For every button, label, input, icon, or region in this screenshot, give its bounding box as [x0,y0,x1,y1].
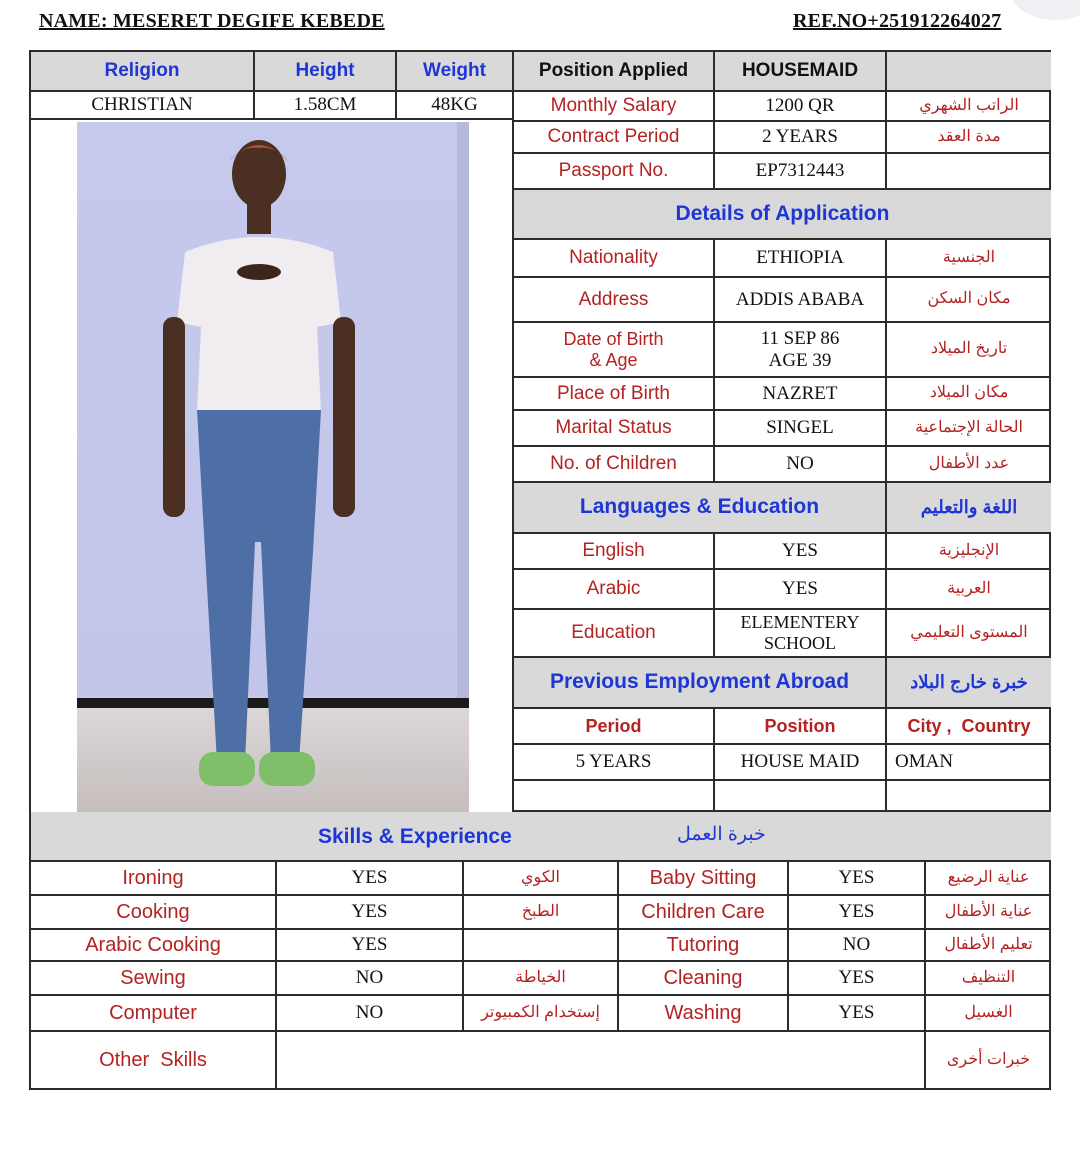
skills-section-header [31,812,1051,862]
religion-header: Religion [31,52,255,92]
address-arabic: مكان السكن [887,278,1051,323]
nationality-arabic: الجنسية [887,240,1051,278]
skill-children-care-label: Children Care [619,896,789,930]
position-column-header: Position [715,709,887,745]
languages-section-title: Languages & Education [514,483,887,534]
employment-position: HOUSE MAID [715,745,887,781]
height-value: 1.58CM [255,92,397,120]
skill-arabic-cooking-label: Arabic Cooking [31,930,277,962]
place-of-birth-arabic: مكان الميلاد [887,378,1051,411]
arabic-label: Arabic [514,570,715,610]
location-column-header: City , Country [887,709,1051,745]
skill-cooking-value: YES [277,896,464,930]
period-column-header: Period [514,709,715,745]
skill-children-care-value: YES [789,896,926,930]
arabic-value: YES [715,570,887,610]
marital-status-label: Marital Status [514,411,715,447]
contract-period-arabic: مدة العقد [887,122,1051,154]
height-header: Height [255,52,397,92]
skill-computer-value: NO [277,996,464,1032]
skill-washing-arabic: الغسيل [926,996,1051,1032]
empty-cell [514,781,715,812]
nationality-value: ETHIOPIA [715,240,887,278]
skill-cleaning-arabic: التنظيف [926,962,1051,996]
skill-tutoring-value: NO [789,930,926,962]
skill-arabic-cooking-value: YES [277,930,464,962]
skill-arabic-cooking-arabic [464,930,619,962]
skill-washing-label: Washing [619,996,789,1032]
position-value: HOUSEMAID [715,52,887,92]
skills-section-title-arabic: خبرة العمل [677,824,766,845]
skills-table [29,812,1051,1090]
position-header: Position Applied [514,52,715,92]
weight-value: 48KG [397,92,514,120]
skill-computer-label: Computer [31,996,277,1032]
monthly-salary-arabic: الراتب الشهري [887,92,1051,122]
person-figure [77,122,469,812]
skill-cooking-arabic: الطبخ [464,896,619,930]
contract-period-value: 2 YEARS [715,122,887,154]
weight-header: Weight [397,52,514,92]
skill-cleaning-label: Cleaning [619,962,789,996]
details-section-title: Details of Application [514,190,1051,240]
passport-label: Passport No. [514,154,715,190]
monthly-salary-label: Monthly Salary [514,92,715,122]
address-label: Address [514,278,715,323]
education-value: ELEMENTERY SCHOOL [715,610,887,658]
corner-decoration [1010,0,1080,20]
marital-status-value: SINGEL [715,411,887,447]
children-arabic: عدد الأطفال [887,447,1051,483]
marital-status-arabic: الحالة الإجتماعية [887,411,1051,447]
skill-cooking-label: Cooking [31,896,277,930]
skill-ironing-arabic: الكوي [464,862,619,896]
other-skills-label: Other Skills [31,1032,277,1088]
employment-section-title-arabic: خبرة خارج البلاد [887,658,1051,709]
employment-location: OMAN [887,745,1051,781]
skill-computer-arabic: إستخدام الكمبيوتر [464,996,619,1032]
application-table [29,50,1051,812]
address-value: ADDIS ABABA [715,278,887,323]
other-skills-value [277,1032,926,1088]
english-value: YES [715,534,887,570]
place-of-birth-label: Place of Birth [514,378,715,411]
skill-tutoring-arabic: تعليم الأطفال [926,930,1051,962]
employment-section-title: Previous Employment Abroad [514,658,887,709]
skill-baby-sitting-value: YES [789,862,926,896]
blank-cell [887,52,1051,92]
children-label: No. of Children [514,447,715,483]
languages-section-title-arabic: اللغة والتعليم [887,483,1051,534]
education-arabic: المستوى التعليمي [887,610,1051,658]
skill-washing-value: YES [789,996,926,1032]
skills-section-title: Skills & Experience [318,825,512,848]
education-label: Education [514,610,715,658]
skill-children-care-arabic: عناية الأطفال [926,896,1051,930]
empty-cell [715,781,887,812]
candidate-name: NAME: MESERET DEGIFE KEBEDE [39,10,385,32]
dob-arabic: تاريخ الميلاد [887,323,1051,378]
reference-number: REF.NO+251912264027 [793,10,1002,32]
empty-cell [887,781,1051,812]
passport-value: EP7312443 [715,154,887,190]
children-value: NO [715,447,887,483]
skill-ironing-label: Ironing [31,862,277,896]
arabic-arabic: العربية [887,570,1051,610]
other-skills-arabic: خبرات أخرى [946,1050,1031,1068]
dob-label: Date of Birth & Age [514,323,715,378]
candidate-photo [77,122,469,812]
skill-baby-sitting-arabic: عناية الرضيع [926,862,1051,896]
skill-cleaning-value: YES [789,962,926,996]
skill-baby-sitting-label: Baby Sitting [619,862,789,896]
nationality-label: Nationality [514,240,715,278]
skill-sewing-label: Sewing [31,962,277,996]
employment-period: 5 YEARS [514,745,715,781]
skill-sewing-arabic: الخياطة [464,962,619,996]
skill-sewing-value: NO [277,962,464,996]
place-of-birth-value: NAZRET [715,378,887,411]
passport-arabic [887,154,1051,190]
contract-period-label: Contract Period [514,122,715,154]
skill-tutoring-label: Tutoring [619,930,789,962]
skill-ironing-value: YES [277,862,464,896]
monthly-salary-value: 1200 QR [715,92,887,122]
religion-value: CHRISTIAN [31,92,255,120]
english-label: English [514,534,715,570]
english-arabic: الإنجليزية [887,534,1051,570]
dob-value: 11 SEP 86 AGE 39 [715,323,887,378]
